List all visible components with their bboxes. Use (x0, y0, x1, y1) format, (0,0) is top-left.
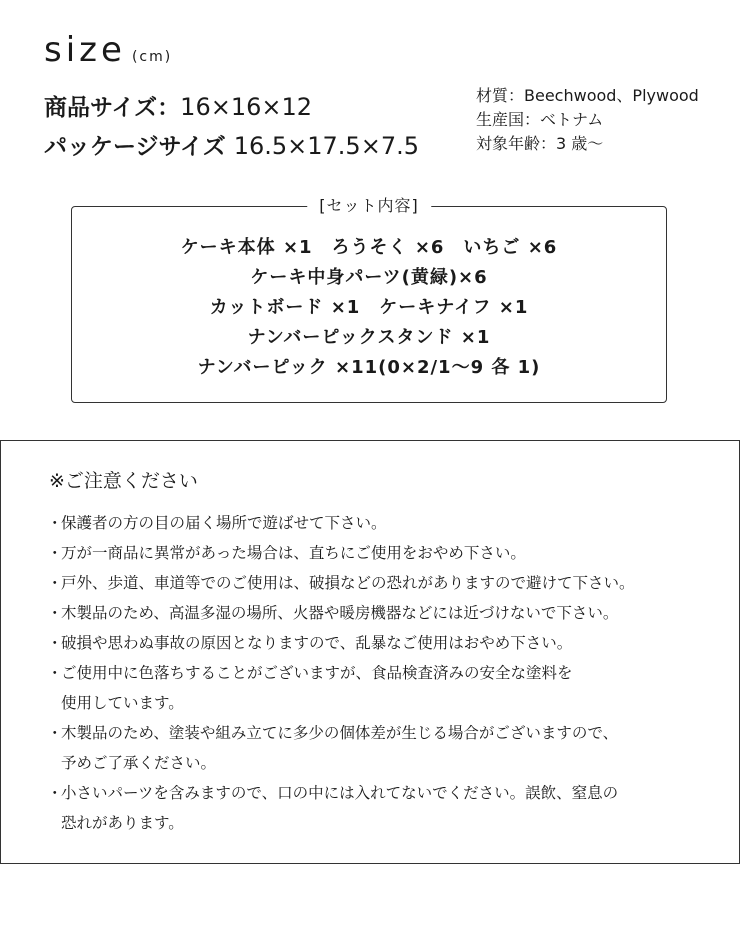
package-size-value: 16.5×17.5×7.5 (233, 132, 419, 160)
bullet-mark: ・ (47, 514, 63, 532)
caution-text: 保護者の方の目の届く場所で遊ばせて下さい。 (61, 514, 387, 532)
spec-age: 対象年齢：3 歳〜 (476, 134, 604, 153)
product-size-label: 商品サイズ： (44, 95, 181, 121)
caution-item (47, 508, 635, 538)
size-unit: (cm) (131, 49, 173, 65)
specs-block (476, 84, 699, 156)
caution-text: 小さいパーツを含みますので、口の中には入れてないでください。誤飲、窒息の 恐れがあります。 (61, 784, 619, 832)
set-contents-line: ナンバーピック ×11(0×2/1〜9 各 1) (197, 357, 541, 378)
bullet-mark: ・ (47, 664, 63, 682)
set-contents-line: ケーキ中身パーツ(黄緑)×6 (250, 267, 488, 288)
caution-item (47, 568, 635, 598)
set-contents-line: カットボード ×1 ケーキナイフ ×1 (209, 297, 529, 318)
set-contents-title: [セット内容] (307, 194, 431, 218)
package-size-label: パッケージサイズ (44, 134, 234, 160)
caution-item (47, 658, 635, 718)
set-contents-list (72, 233, 666, 383)
caution-text: ご使用中に色落ちすることがございますが、食品検査済みの安全な塗料を 使用しています。 (61, 664, 573, 712)
bullet-mark: ・ (47, 634, 63, 652)
bullet-mark: ・ (47, 724, 63, 742)
spec-origin: 生産国：ベトナム (476, 110, 604, 129)
bullet-mark: ・ (47, 544, 63, 562)
product-size-value: 16×16×12 (180, 93, 313, 121)
spec-material: 材質：Beechwood、Plywood (476, 86, 699, 105)
caution-item (47, 628, 635, 658)
caution-text: 木製品のため、高温多湿の場所、火器や暖房機器などには近づけないで下さい。 (61, 604, 619, 622)
caution-text: 破損や思わぬ事故の原因となりますので、乱暴なご使用はおやめ下さい。 (61, 634, 573, 652)
caution-title: ※ご注意ください (49, 470, 198, 492)
set-contents-line: ケーキ本体 ×1 ろうそく ×6 いちご ×6 (180, 237, 558, 258)
caution-text: 万が一商品に異常があった場合は、直ちにご使用をおやめ下さい。 (61, 544, 526, 562)
caution-item (47, 778, 635, 838)
size-heading (44, 30, 172, 70)
set-contents-box (71, 196, 667, 403)
bullet-mark: ・ (47, 784, 63, 802)
caution-text: 戸外、歩道、車道等でのご使用は、破損などの恐れがありますので避けて下さい。 (61, 574, 635, 592)
product-size-row (44, 88, 419, 127)
caution-item (47, 718, 635, 778)
caution-text: 木製品のため、塗装や組み立てに多少の個体差が生じる場合がございますので、 予めご了承ください。 (61, 724, 619, 772)
package-size-row (44, 127, 419, 166)
bullet-mark: ・ (47, 604, 63, 622)
caution-list (47, 508, 635, 838)
caution-item (47, 598, 635, 628)
set-contents-line: ナンバーピックスタンド ×1 (247, 327, 491, 348)
dimensions-block (44, 88, 419, 166)
size-title: size (44, 30, 126, 70)
caution-item (47, 538, 635, 568)
caution-box (0, 440, 740, 864)
bullet-mark: ・ (47, 574, 63, 592)
